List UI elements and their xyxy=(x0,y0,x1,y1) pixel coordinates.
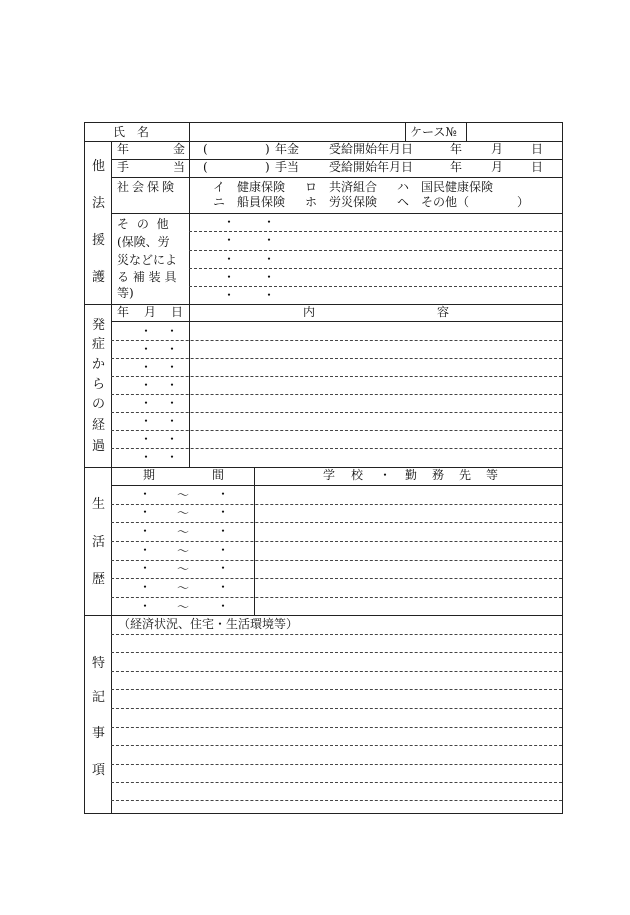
period-dot: ・ xyxy=(217,524,230,538)
onset-label-5: の xyxy=(92,397,106,412)
si-key-i: イ xyxy=(213,180,226,194)
pension-month: 月 xyxy=(491,142,504,156)
period-tilde: 〜 xyxy=(177,544,190,558)
period-dot: ・ xyxy=(217,561,230,575)
allowance-start-label: 受給開始年月日 xyxy=(329,160,414,174)
onset-label-1: 発 xyxy=(92,318,106,333)
pension-paren-open: ( xyxy=(203,142,208,156)
other-date-dot: ・ xyxy=(223,252,236,266)
si-key-ro: ロ xyxy=(305,180,318,194)
period-dot: ・ xyxy=(217,580,230,594)
notes-label-2: 記 xyxy=(92,690,106,705)
notes-label-3: 事 xyxy=(92,726,106,741)
allowance-label-1: 手 xyxy=(117,160,130,174)
other-date-dot: ・ xyxy=(223,270,236,284)
name-label: 氏 名 xyxy=(113,125,150,139)
life-history-label-1: 生 xyxy=(92,497,106,512)
other-law-label-2: 法 xyxy=(92,196,106,211)
other-date-dot: ・ xyxy=(223,233,236,247)
other-date-dot: ・ xyxy=(263,288,276,302)
onset-date-dot: ・ xyxy=(140,378,153,392)
school-header-6: 先 xyxy=(459,468,472,482)
other-label-2: (保険、労 xyxy=(117,235,170,249)
pension-start-label: 受給開始年月日 xyxy=(329,142,414,156)
life-history-label-2: 活 xyxy=(92,535,106,550)
allowance-kind: 手当 xyxy=(275,160,300,174)
school-header-5: 務 xyxy=(432,468,445,482)
period-dot: ・ xyxy=(139,599,152,613)
onset-date-header-day: 日 xyxy=(171,305,184,319)
onset-date-dot: ・ xyxy=(140,324,153,338)
onset-date-header-year: 年 xyxy=(117,305,130,319)
period-dot: ・ xyxy=(217,487,230,501)
other-date-dot: ・ xyxy=(223,288,236,302)
period-dot: ・ xyxy=(139,580,152,594)
period-dot: ・ xyxy=(217,599,230,613)
pension-kind: 年金 xyxy=(275,142,300,156)
period-header-2: 間 xyxy=(212,468,225,482)
onset-date-dot: ・ xyxy=(140,342,153,356)
onset-date-dot: ・ xyxy=(140,414,153,428)
onset-label-7: 過 xyxy=(92,439,106,454)
si-name-i: 健康保険 xyxy=(237,180,286,194)
other-label-4: る 補 装 具 xyxy=(117,270,177,284)
allowance-paren-open: ( xyxy=(203,160,208,174)
si-name-ro: 共済組合 xyxy=(329,180,378,194)
pension-year: 年 xyxy=(450,142,463,156)
period-tilde: 〜 xyxy=(177,581,190,595)
onset-date-dot: ・ xyxy=(166,432,179,446)
period-dot: ・ xyxy=(139,543,152,557)
other-law-label-1: 他 xyxy=(92,159,106,174)
onset-date-dot: ・ xyxy=(166,324,179,338)
period-dot: ・ xyxy=(217,543,230,557)
onset-date-dot: ・ xyxy=(166,378,179,392)
allowance-day: 日 xyxy=(531,160,544,174)
case-number-label: ケース№ xyxy=(410,125,457,139)
other-law-label-3: 援 xyxy=(92,233,106,248)
si-key-ho: ホ xyxy=(305,195,318,209)
allowance-month: 月 xyxy=(491,160,504,174)
si-name-ha: 国民健康保険 xyxy=(421,180,494,194)
school-header-7: 等 xyxy=(486,468,499,482)
pension-day: 日 xyxy=(531,142,544,156)
onset-content-header-1: 内 xyxy=(303,305,316,319)
period-tilde: 〜 xyxy=(177,562,190,576)
onset-date-dot: ・ xyxy=(166,414,179,428)
si-name-ho: 労災保険 xyxy=(329,195,378,209)
life-history-label-3: 歴 xyxy=(92,572,106,587)
notes-label-1: 特 xyxy=(92,656,106,671)
si-key-he: ヘ xyxy=(397,195,410,209)
other-date-dot: ・ xyxy=(263,252,276,266)
other-date-dot: ・ xyxy=(263,215,276,229)
social-insurance-label: 社会保険 xyxy=(117,180,178,194)
onset-date-dot: ・ xyxy=(140,450,153,464)
period-dot: ・ xyxy=(139,505,152,519)
allowance-paren-close: ) xyxy=(265,160,270,174)
onset-label-3: か xyxy=(92,357,106,372)
si-name-he: その他（ ） xyxy=(421,195,530,209)
si-name-ni: 船員保険 xyxy=(237,195,286,209)
pension-paren-close: ) xyxy=(265,142,270,156)
other-date-dot: ・ xyxy=(263,270,276,284)
notes-hint: （経済状況、住宅・生活環境等） xyxy=(118,617,299,631)
other-label-5: 等) xyxy=(117,286,134,300)
other-law-label-4: 護 xyxy=(92,270,106,285)
other-label-3: 災などによ xyxy=(117,253,178,267)
period-tilde: 〜 xyxy=(177,600,190,614)
allowance-label-2: 当 xyxy=(173,160,186,174)
school-header-4: 勤 xyxy=(405,468,418,482)
period-header-1: 期 xyxy=(143,468,156,482)
si-key-ha: ハ xyxy=(397,180,410,194)
case-number-field[interactable] xyxy=(468,124,562,140)
onset-date-dot: ・ xyxy=(166,342,179,356)
other-label-1: そ の 他 xyxy=(117,217,171,231)
onset-date-header-month: 月 xyxy=(144,305,157,319)
onset-content-header-2: 容 xyxy=(437,305,450,319)
onset-date-dot: ・ xyxy=(140,360,153,374)
other-date-dot: ・ xyxy=(223,215,236,229)
onset-label-4: ら xyxy=(92,377,106,392)
onset-date-dot: ・ xyxy=(140,396,153,410)
name-field[interactable] xyxy=(191,124,403,140)
pension-label-1: 年 xyxy=(117,142,130,156)
school-header-2: 校 xyxy=(351,468,364,482)
period-dot: ・ xyxy=(139,524,152,538)
onset-label-6: 経 xyxy=(92,418,106,433)
school-header-3: ・ xyxy=(379,468,392,482)
allowance-year: 年 xyxy=(450,160,463,174)
onset-label-2: 症 xyxy=(92,337,106,352)
pension-label-2: 金 xyxy=(173,142,186,156)
period-dot: ・ xyxy=(139,487,152,501)
si-key-ni: ニ xyxy=(213,195,226,209)
period-tilde: 〜 xyxy=(177,506,190,520)
onset-date-dot: ・ xyxy=(166,450,179,464)
onset-date-dot: ・ xyxy=(166,396,179,410)
period-dot: ・ xyxy=(217,505,230,519)
notes-label-4: 項 xyxy=(92,763,106,778)
school-header-1: 学 xyxy=(323,468,336,482)
period-tilde: 〜 xyxy=(177,488,190,502)
onset-date-dot: ・ xyxy=(140,432,153,446)
period-tilde: 〜 xyxy=(177,525,190,539)
notes-area[interactable] xyxy=(113,633,561,813)
other-date-dot: ・ xyxy=(263,233,276,247)
case-record-form xyxy=(84,122,563,814)
onset-date-dot: ・ xyxy=(166,360,179,374)
period-dot: ・ xyxy=(139,561,152,575)
